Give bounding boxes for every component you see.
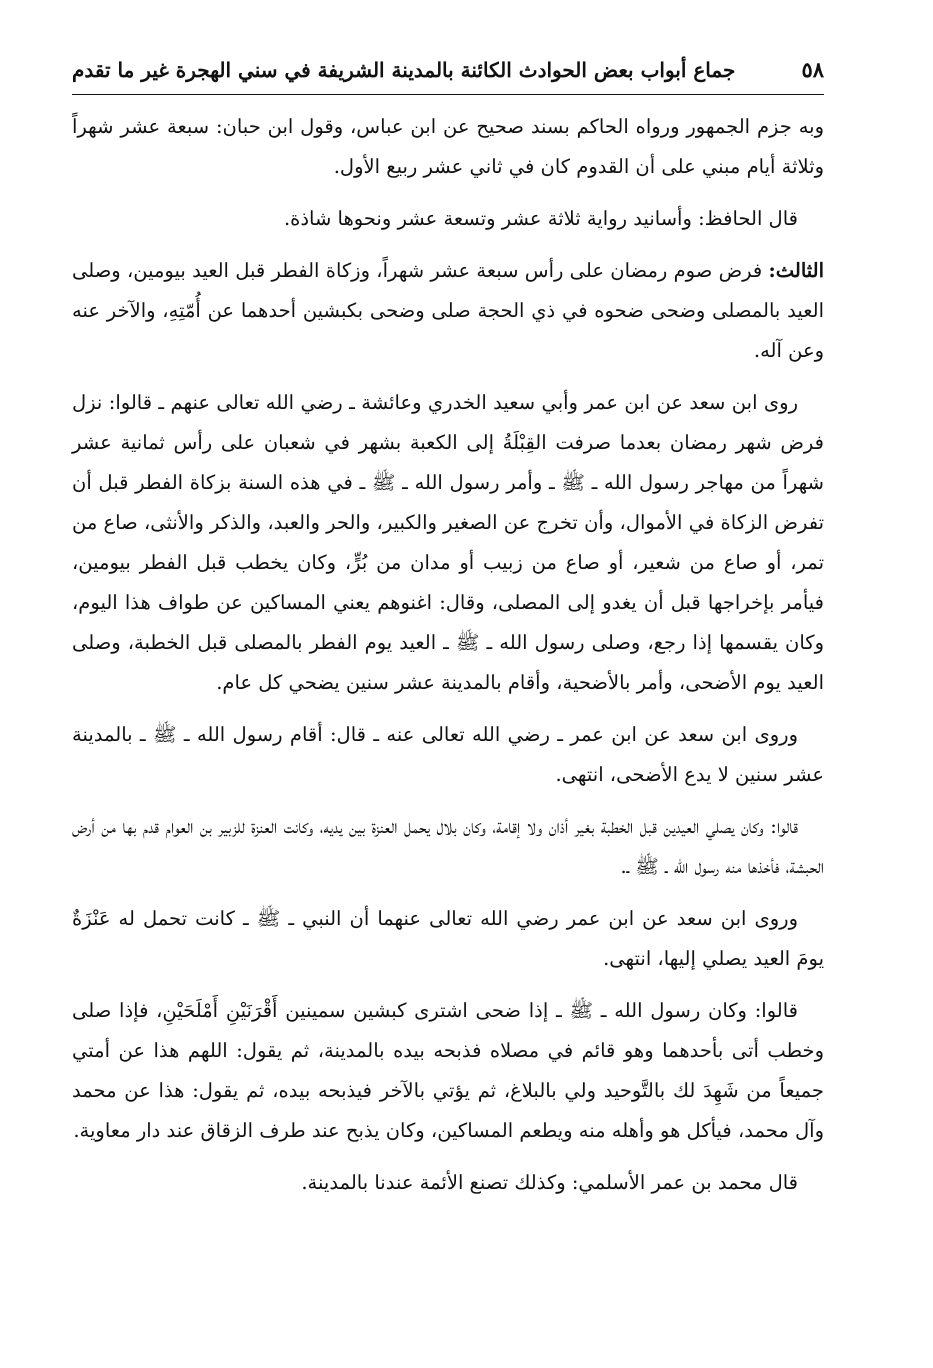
paragraph: قال الحافظ: وأسانيد رواية ثلاثة عشر وتسعة عشر ونحوها شاذة. (283, 207, 798, 230)
book-page (72, 50, 824, 1215)
running-title: جماع أبواب بعض الحوادث الكائنة بالمدينة الشريفة في سني الهجرة غير ما تقدم (72, 58, 736, 82)
paragraph: روى ابن سعد عن ابن عمر وأبي سعيد الخدري وعائشة ـ رضي الله تعالى عنهم ـ قالوا: نزل فرض شهر رمضان بعدما صرفت القِبْلَةُ إلى الكعبة بشهر في شعبان على رأس ثمانية عشر شهراً من مهاجر رسول الله ـ ﷺ ـ وأمر رسول الله ـ ﷺ ـ في هذه السنة بزكاة الفطر قبل أن تفرض الزكاة في الأموال، وأن تخرج عن الصغير والكبير، والحر والعبد، والذكر والأنثى، صاع من تمر، أو صاع من شعير، أو صاع من زبيب أو مدان من بُرٍّ، وكان يخطب قبل الفطر بيومين، فيأمر بإخراجها قبل أن يغدو إلى المصلى، وقال: اغنوهم يعني المساكين عن طواف هذا اليوم، وكان يقسمها إذا رجع، وصلى رسول الله ـ ﷺ ـ العيد يوم الفطر بالمصلى قبل الخطبة، وصلى العيد يوم الأضحى، وأمر بالأضحية، وأقام بالمدينة عشر سنين يضحي كل عام. (72, 391, 824, 694)
paragraph: وروى ابن سعد عن ابن عمر رضي الله تعالى عنهما أن النبي ـ ﷺ ـ كانت تحمل له عَنْزَةٌ يومَ العيد يصلي إليها، انتهى. (72, 907, 824, 970)
paragraph: وبه جزم الجمهور ورواه الحاكم بسند صحيح عن ابن عباس، وقول ابن حبان: سبعة عشر شهراً وثلاثة أيام مبني على أن القدوم كان في ثاني عشر ربيع الأول. (72, 115, 824, 178)
paragraph: قالوا: وكان يصلي العيدين قبل الخطبة بغير أذان ولا إقامة، وكان بلال يحمل العنزة بين يديه، وكانت العنزة للزبير بن العوام قدم بها من أرض الحبشة، فأخذها منه رسول الله ـ ﷺ ـ. (72, 815, 824, 878)
header-divider (72, 94, 824, 95)
running-header (72, 50, 824, 90)
paragraph: وروى ابن سعد عن ابن عمر ـ رضي الله تعالى عنه ـ قال: أقام رسول الله ـ ﷺ ـ بالمدينة عشر سنين لا يدع الأضحى، انتهى. (72, 723, 824, 786)
paragraph: قالوا: وكان رسول الله ـ ﷺ ـ إذا ضحى اشترى كبشين سمينين أَقْرَنَيْنِ أَمْلَحَيْنِ، فإذا صلى وخطب أتى بأحدهما وهو قائم في مصلاه فذبحه بيده بالمدينة، ثم يقول: اللهم هذا عن أمتي جميعاً من شَهِدَ لك بالتَّوحيد ولي بالبلاغ، ثم يؤتي بالآخر فيذبحه بيده، ثم يقول: هذا عن محمد وآل محمد، فيأكل هو وأهله منه ويطعم المساكين، وكان يذبح عند طرف الزقاق عند دار معاوية. (72, 999, 824, 1142)
section-lead-word: الثالث: (768, 259, 825, 282)
section-third (72, 251, 824, 371)
paragraph: قال محمد بن عمر الأسلمي: وكذلك تصنع الأئمة عندنا بالمدينة. (301, 1171, 798, 1194)
body-text (72, 107, 824, 1203)
page-number: ٥٨ (801, 57, 824, 82)
section-text: فرض صوم رمضان على رأس سبعة عشر شهراً، وزكاة الفطر قبل العيد بيومين، وصلى العيد بالمصلى وضحى ضحوه في ذي الحجة صلى وضحى بكبشين أحدهما عن أُمّتِهِ، والآخر عنه وعن آله. (72, 259, 824, 362)
